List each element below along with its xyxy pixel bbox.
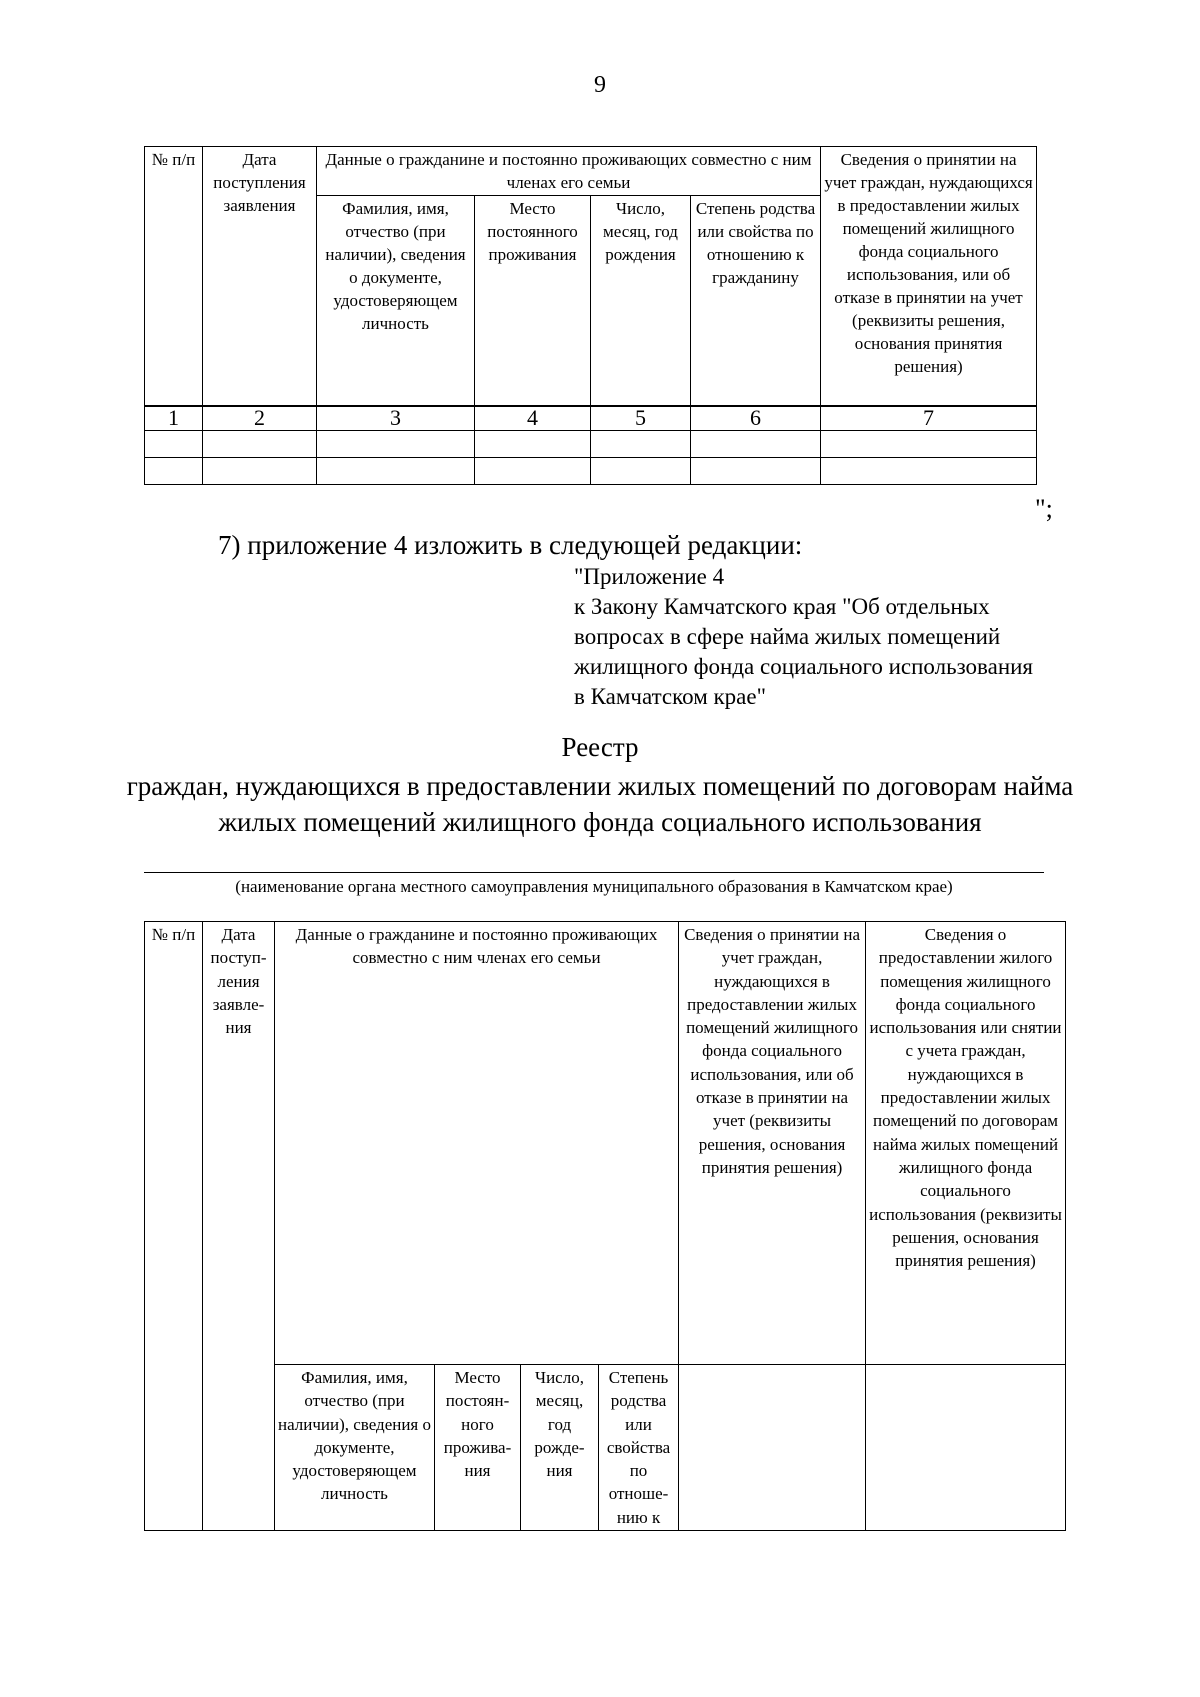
header-birth: Число, месяц, год рожде-ния xyxy=(521,1365,599,1531)
empty-cell xyxy=(866,1365,1066,1531)
table-row xyxy=(145,431,1037,458)
header-fio: Фамилия, имя, отчество (при наличии), сведения о документе, удостоверяющем личность xyxy=(275,1365,435,1531)
register-subtitle: граждан, нуждающихся в предоставлении жилых помещений по договорам найма жилых помещений жилищного фонда социального использования xyxy=(126,771,1074,837)
header-registration: Сведения о принятии на учет граждан, нуждающихся в предоставлении жилых помещений жилищного фонда социального использования, или об отказе в принятии на учет (реквизиты решения, основания принятия решения) xyxy=(821,147,1037,407)
register-table xyxy=(144,921,1066,1531)
appendix-line: к Закону Камчатского края "Об отдельных xyxy=(574,594,990,619)
header-residence: Место постоянного проживания xyxy=(475,196,591,407)
column-number: 7 xyxy=(821,406,1037,431)
appendix-line: вопросах в сфере найма жилых помещений xyxy=(574,624,1001,649)
column-number-row xyxy=(145,406,1037,431)
org-name-line xyxy=(144,872,1044,873)
header-fio: Фамилия, имя, отчество (при наличии), сведения о документе, удостоверяющем личность xyxy=(317,196,475,407)
register-title: Реестр xyxy=(561,732,639,762)
appendix-line: "Приложение 4 xyxy=(574,564,725,589)
column-number: 1 xyxy=(145,406,203,431)
table-row xyxy=(145,458,1037,485)
header-kinship: Степень родства или свойства по отноше-нию к xyxy=(599,1365,679,1531)
column-number: 6 xyxy=(691,406,821,431)
column-number: 2 xyxy=(203,406,317,431)
appendix-line: жилищного фонда социального использования xyxy=(574,654,1034,679)
closing-quote: "; xyxy=(1035,494,1053,523)
org-caption: (наименование органа местного самоуправления муниципального образования в Камчатском крае) xyxy=(235,877,953,896)
header-registration: Сведения о принятии на учет граждан, нуждающихся в предоставлении жилых помещений жилищного фонда социального использования, или об отказе в принятии на учет (реквизиты решения, основания принятия решения) xyxy=(679,922,866,1365)
header-kinship: Степень родства или свойства по отношению к гражданину xyxy=(691,196,821,407)
empty-cell xyxy=(679,1365,866,1531)
header-date: Дата поступления заявления xyxy=(203,147,317,407)
header-birth: Число, месяц, год рождения xyxy=(591,196,691,407)
table-1-header xyxy=(144,146,1037,407)
table-1-body xyxy=(144,405,1037,485)
appendix-caption xyxy=(574,562,1033,712)
header-citizen-group: Данные о гражданине и постоянно проживающих совместно с ним членах его семьи xyxy=(317,147,821,196)
column-number: 3 xyxy=(317,406,475,431)
header-residence: Место постоян-ного прожива-ния xyxy=(435,1365,521,1531)
header-num: № п/п xyxy=(145,147,203,407)
appendix-line: в Камчатском крае" xyxy=(574,684,766,709)
column-number: 5 xyxy=(591,406,691,431)
column-number: 4 xyxy=(475,406,591,431)
amendment-text: 7) приложение 4 изложить в следующей редакции: xyxy=(218,530,803,560)
header-provision: Сведения о предоставлении жилого помещения жилищного фонда социального использования или снятии с учета граждан, нуждающихся в предоставлении жилых помещений по договорам найма жилых помещений жилищного фонда социального использования (реквизиты решения, основания принятия решения) xyxy=(866,922,1066,1365)
page-number: 9 xyxy=(594,72,606,98)
header-citizen-group: Данные о гражданине и постоянно проживающих совместно с ним членах его семьи xyxy=(275,922,679,1365)
header-num: № п/п xyxy=(145,922,203,1531)
header-date: Дата поступ-ления заявле-ния xyxy=(203,922,275,1531)
